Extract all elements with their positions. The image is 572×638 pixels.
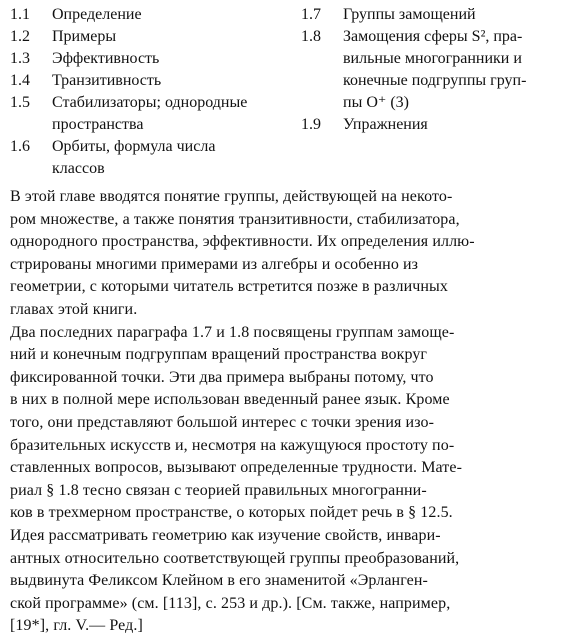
toc-item <box>10 48 280 70</box>
toc-title: Замощения сферы S², пра- вильные многогранники и конечные подгруппы груп- пы O⁺ (3) <box>343 28 527 111</box>
overview-paragraph: Два последних параграфа 1.7 и 1.8 посвящены группам замоще- ний и конечным подгруппам вращений пространства вокруг фиксированной точки. Эти два примера выбраны потому, что в них в полной мере использован введенный ранее язык. Кроме того, они представляют большой интерес с точки зрения изо- бразительных искусств и, несмотря на кажущуюся простоту по- ставленных вопросов, вызывают определенные трудности. Мате- риал § 1.8 тесно связан с теорией правильных многогранни- ков в трехмерном пространстве, о которых пойдет речь в § 12.5. Идея рассматривать геометрию как изучение свойств, инвари- антных относительно соответствующей группы преобразований, выдвинута Феликсом Клейном в его знаменитой «Эрланген- ской программе» (см. [113], с. 253 и др.). [См. также, например, [19*], гл. V.— Ред.] <box>10 323 463 635</box>
toc-title: Группы замощений <box>343 6 476 23</box>
toc-number: 1.1 <box>10 6 30 23</box>
toc-item <box>301 26 567 114</box>
toc-item <box>301 4 567 26</box>
toc-number: 1.2 <box>10 28 30 45</box>
toc-number: 1.9 <box>301 116 321 133</box>
intro-paragraph: В этой главе вводятся понятие группы, действующей на некото- ром множестве, а также понятия транзитивности, стабилизатора, однородного пространства, эффективности. Их определения иллю- стрированы многими примерами из алгебры и особенно из геометрии, с которыми читатель встретится позже в различных главах этой книги. <box>10 188 475 318</box>
toc-left-column <box>10 4 280 180</box>
toc-item <box>10 26 280 48</box>
toc-number: 1.3 <box>10 50 30 67</box>
toc-title: Эффективность <box>52 50 160 67</box>
toc-number: 1.5 <box>10 94 30 111</box>
toc-item <box>301 114 567 136</box>
toc-title: Стабилизаторы; однородные пространства <box>52 94 248 133</box>
toc-item <box>10 136 280 180</box>
toc-right-column <box>301 4 567 136</box>
toc-title: Примеры <box>52 28 117 45</box>
toc-number: 1.6 <box>10 138 30 155</box>
toc-number: 1.8 <box>301 28 321 45</box>
toc-number: 1.4 <box>10 72 30 89</box>
toc-item <box>10 92 280 136</box>
toc-number: 1.7 <box>301 6 321 23</box>
toc-title: Транзитивность <box>52 72 162 89</box>
toc-item <box>10 4 280 26</box>
chapter-intro-text <box>10 186 566 638</box>
toc-item <box>10 70 280 92</box>
toc-title: Определение <box>52 6 142 23</box>
toc-title: Орбиты, формула числа классов <box>52 138 216 177</box>
toc-title: Упражнения <box>343 116 428 133</box>
